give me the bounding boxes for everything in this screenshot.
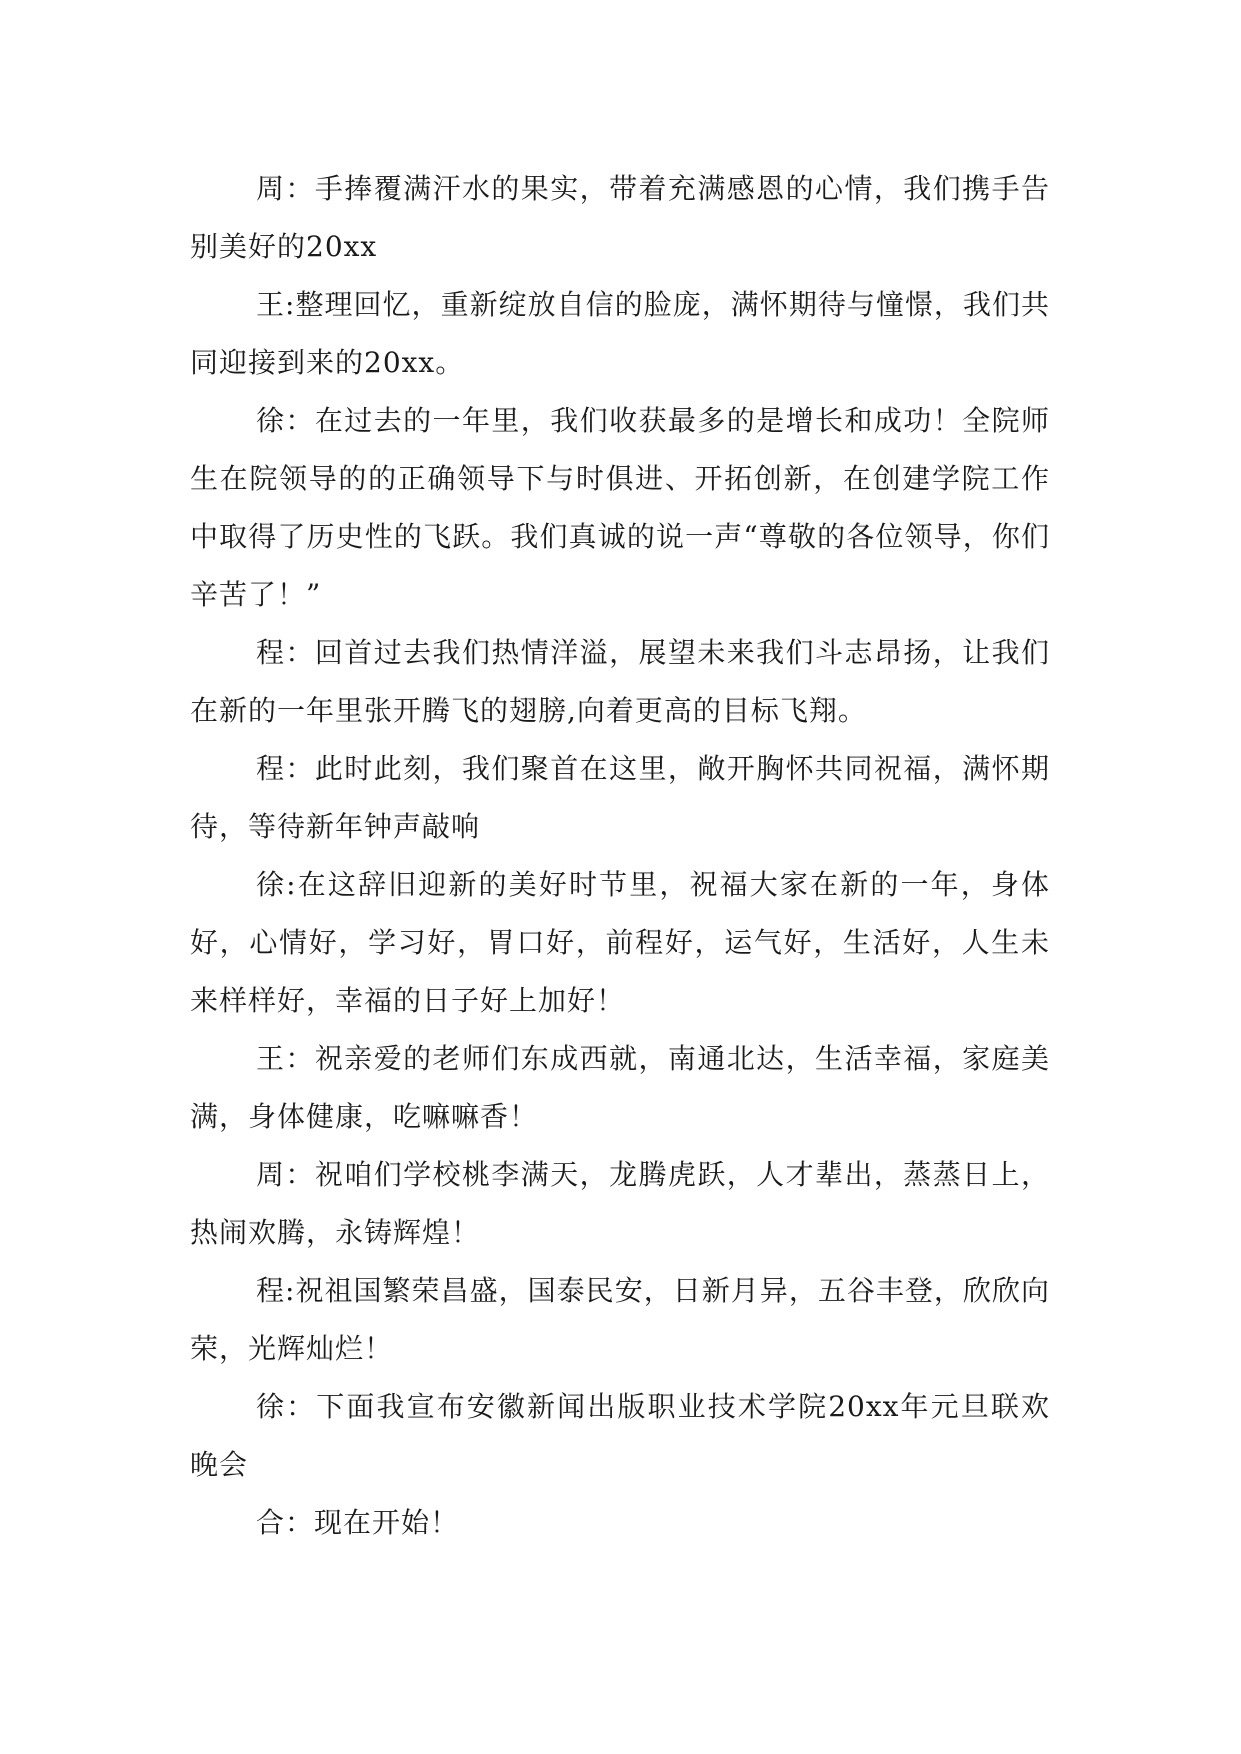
document-body: [190, 160, 1050, 1552]
paragraph-xu-2: 徐:在这辞旧迎新的美好时节里，祝福大家在新的一年，身体好，心情好，学习好，胃口好，前程好，运气好，生活好，人生未来样样好，幸福的日子好上加好！: [190, 868, 1050, 1017]
paragraph-cheng-1: 程：回首过去我们热情洋溢，展望未来我们斗志昂扬，让我们在新的一年里张开腾飞的翅膀,向着更高的目标飞翔。: [190, 636, 1050, 727]
paragraph-cheng-3: 程:祝祖国繁荣昌盛，国泰民安，日新月异，五谷丰登，欣欣向荣，光辉灿烂！: [190, 1274, 1050, 1365]
paragraph-xu-1: 徐：在过去的一年里，我们收获最多的是增长和成功！全院师生在院领导的的正确领导下与时俱进、开拓创新，在创建学院工作中取得了历史性的飞跃。我们真诚的说一声“尊敬的各位领导，你们辛苦了！”: [190, 404, 1050, 611]
paragraph-cheng-2: 程：此时此刻，我们聚首在这里，敞开胸怀共同祝福，满怀期待，等待新年钟声敲响: [190, 752, 1050, 843]
paragraph-wang-1: 王:整理回忆，重新绽放自信的脸庞，满怀期待与憧憬，我们共同迎接到来的20xx。: [190, 288, 1050, 379]
paragraph-xu-3: 徐：下面我宣布安徽新闻出版职业技术学院20xx年元旦联欢晚会: [190, 1390, 1050, 1481]
paragraph-wang-2: 王：祝亲爱的老师们东成西就，南通北达，生活幸福，家庭美满，身体健康，吃嘛嘛香！: [190, 1042, 1050, 1133]
paragraph-together: 合：现在开始！: [256, 1506, 460, 1539]
paragraph-zhou-1: 周：手捧覆满汗水的果实，带着充满感恩的心情，我们携手告别美好的20xx: [190, 172, 1050, 263]
paragraph-zhou-2: 周：祝咱们学校桃李满天，龙腾虎跃，人才辈出，蒸蒸日上，热闹欢腾，永铸辉煌！: [190, 1158, 1050, 1249]
